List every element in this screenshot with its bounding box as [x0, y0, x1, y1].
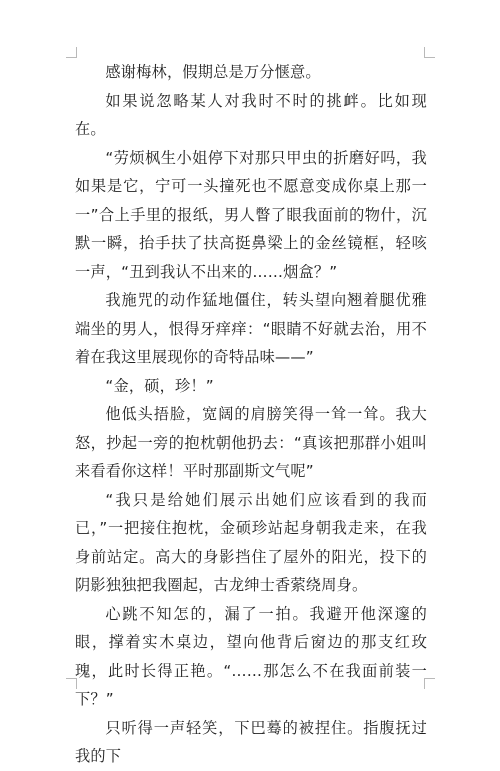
- paragraph: 感谢梅林，假期总是万分惬意。: [105, 63, 321, 81]
- paragraph: 只听得一声轻笑，下巴蓦的被捏住。指腹抚过我的下: [75, 718, 427, 765]
- paragraph: 如果说忽略某人对我时不时的挑衅。比如现在。: [75, 91, 427, 138]
- paragraph: “我只是给她们展示出她们应该看到的我而已，”一把接住抱枕，金硕珍站起身朝我走来，在我身前站定。高大的身影挡住了屋外的阳光，投下的阴影独独把我圈起，古龙绅士香萦绕周身。: [75, 490, 427, 594]
- paragraph: “劳烦枫生小姐停下对那只甲虫的折磨好吗，我如果是它，宁可一头撞死也不愿意变成你桌上那一一”合上手里的报纸，男人瞥了眼我面前的物什，沉默一瞬，抬手扶了扶高挺鼻梁上的金丝镜框，轻咳一声，“丑到我认不出来的……烟盒？”: [75, 148, 427, 281]
- paragraph: 我施咒的动作猛地僵住，转头望向翘着腿优雅端坐的男人，恨得牙痒痒：“眼睛不好就去治，用不着在我这里展现你的奇特品味——”: [75, 291, 427, 366]
- document-body: [75, 58, 427, 771]
- paragraph: 心跳不知怎的，漏了一拍。我避开他深邃的眼，撑着实木桌边，望向他背后窗边的那支红玫瑰，此时长得正艳。“……那怎么不在我面前装一下？”: [75, 604, 427, 708]
- paragraph: “金，硕，珍！”: [105, 376, 214, 395]
- margin-corner-mark-top-left: [66, 47, 77, 58]
- paragraph: 他低头捂脸，宽阔的肩膀笑得一耸一耸。我大怒，抄起一旁的抱枕朝他扔去：“真该把那群小姐叫来看看你这样！平时那副斯文气呢”: [75, 405, 427, 480]
- margin-corner-mark-top-right: [424, 47, 435, 58]
